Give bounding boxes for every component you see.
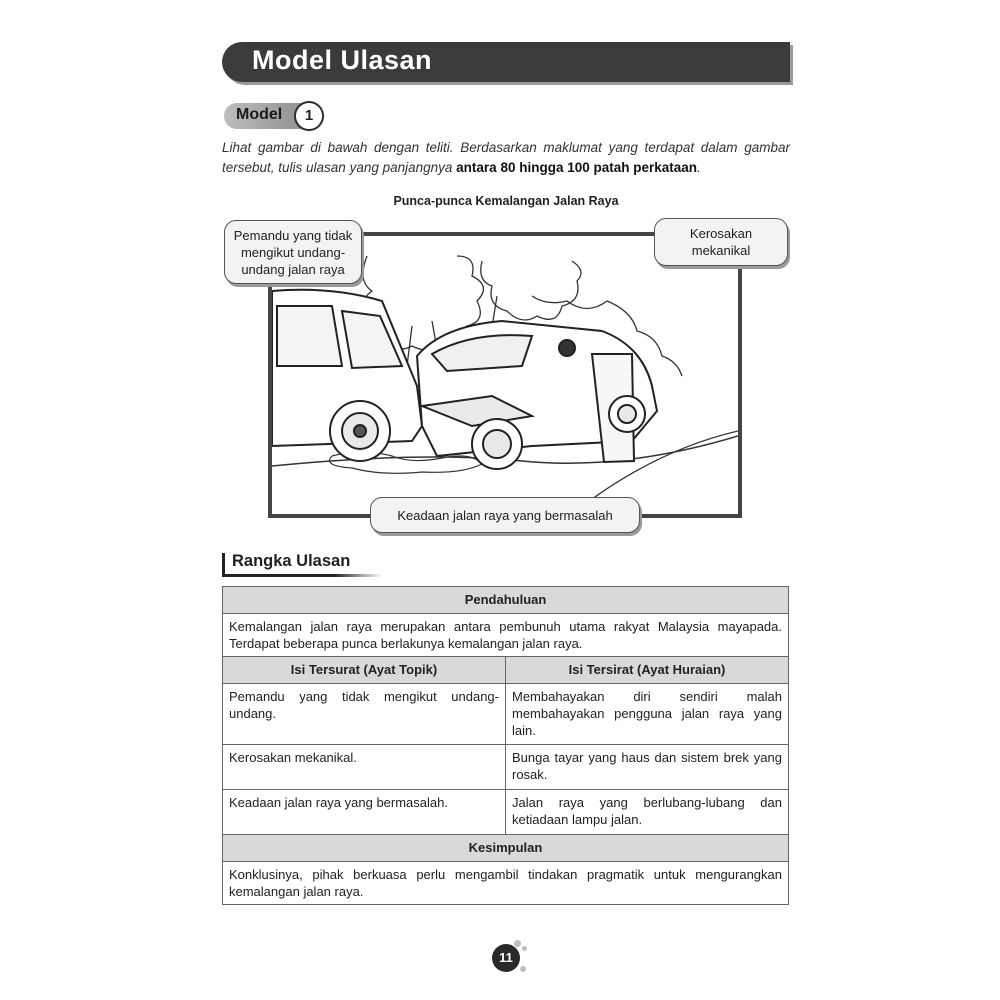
- topic-cell: Kerosakan mekanikal.: [223, 745, 506, 790]
- model-badge-label: Model: [236, 106, 283, 123]
- page-title: Model Ulasan: [252, 45, 433, 75]
- detail-cell: Bunga tayar yang haus dan sistem brek yang rosak.: [506, 745, 789, 790]
- callout-road-condition: Keadaan jalan raya yang bermasalah: [370, 497, 640, 533]
- intro-header: Pendahuluan: [223, 587, 789, 614]
- topic-cell: Keadaan jalan raya yang bermasalah.: [223, 790, 506, 835]
- intro-header-row: [223, 587, 789, 614]
- instruction-text: [222, 138, 790, 178]
- outline-table: [222, 586, 789, 905]
- section-heading-bar: [222, 553, 225, 575]
- decor-dot: [514, 940, 521, 947]
- column-header-row: [223, 657, 789, 684]
- callout-mechanical-failure: Kerosakan mekanikal: [654, 218, 788, 266]
- section-heading-underline: [222, 574, 382, 577]
- model-number: 1: [294, 101, 324, 131]
- conclusion-row: [223, 862, 789, 905]
- table-row: [223, 684, 789, 745]
- callout-driver-violation: Pemandu yang tidak mengikut undang-undang jalan raya: [224, 220, 362, 284]
- instruction-word-count: antara 80 hingga 100 patah perkataan: [456, 160, 698, 175]
- instruction-part1: Lihat gambar di bawah dengan teliti. Berdasarkan maklumat yang terdapat dalam gambar tersebut, tulis ulasan yang panjangnya: [222, 140, 790, 175]
- col-topic-header: Isi Tersurat (Ayat Topik): [223, 657, 506, 684]
- picture-title: Punca-punca Kemalangan Jalan Raya: [393, 194, 619, 208]
- conclusion-text: Konklusinya, pihak berkuasa perlu mengambil tindakan pragmatik untuk mengurangkan kemalangan jalan raya.: [223, 862, 789, 905]
- section-heading: [222, 551, 382, 576]
- conclusion-header-row: [223, 835, 789, 862]
- decor-dot: [522, 946, 527, 951]
- intro-row: [223, 614, 789, 657]
- topic-cell: Pemandu yang tidak mengikut undang-undang.: [223, 684, 506, 745]
- table-row: [223, 745, 789, 790]
- decor-dot: [520, 966, 526, 972]
- detail-cell: Jalan raya yang berlubang-lubang dan ketiadaan lampu jalan.: [506, 790, 789, 835]
- page-number-badge: [490, 940, 530, 974]
- col-detail-header: Isi Tersirat (Ayat Huraian): [506, 657, 789, 684]
- page-number: 11: [492, 944, 520, 972]
- conclusion-header: Kesimpulan: [223, 835, 789, 862]
- detail-cell: Membahayakan diri sendiri malah membahayakan pengguna jalan raya yang lain.: [506, 684, 789, 745]
- section-heading-text: Rangka Ulasan: [232, 552, 351, 570]
- instruction-part2: .: [697, 160, 701, 175]
- intro-text: Kemalangan jalan raya merupakan antara pembunuh utama rakyat Malaysia mayapada. Terdapat beberapa punca berlakunya kemalangan jalan raya.: [223, 614, 789, 657]
- table-row: [223, 790, 789, 835]
